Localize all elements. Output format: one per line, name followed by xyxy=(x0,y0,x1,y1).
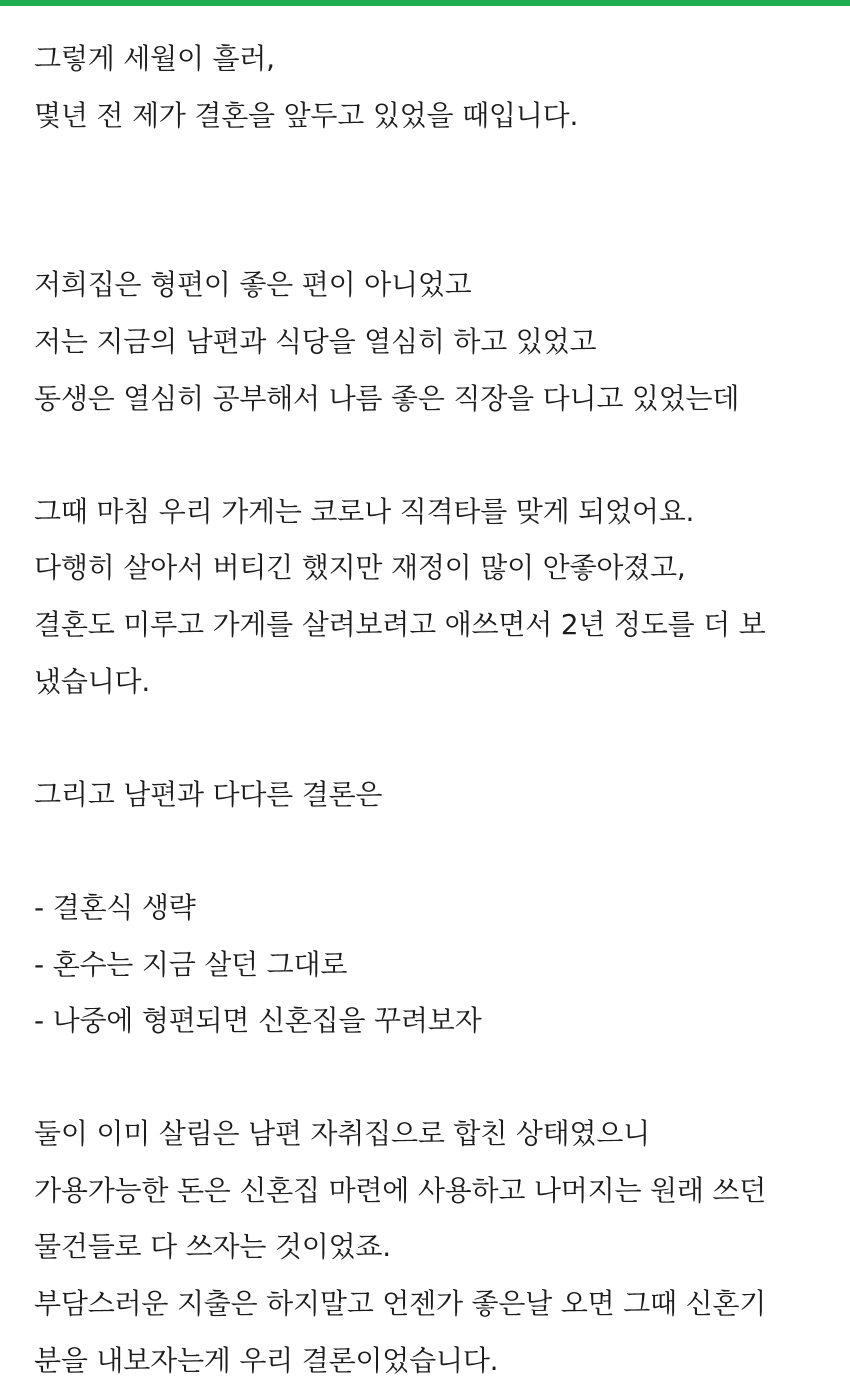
text-line: 부담스러운 지출은 하지말고 언젠가 좋은날 오면 그때 신혼기 xyxy=(34,1287,767,1321)
text-line: 그리고 남편과 다다른 결론은 xyxy=(34,777,383,811)
text-line: 몇년 전 제가 결혼을 앞두고 있었을 때입니다. xyxy=(34,98,579,132)
post-body xyxy=(34,31,834,1389)
text-line: 둘이 이미 살림은 남편 자취집으로 합친 상태였으니 xyxy=(34,1117,651,1151)
blank-line xyxy=(34,427,834,484)
text-line: 가용가능한 돈은 신혼집 마련에 사용하고 나머지는 원래 쓰던 xyxy=(34,1173,767,1207)
text-line: 그때 마침 우리 가게는 코로나 직격타를 맞게 되었어요. xyxy=(34,494,695,528)
text-line: 결혼도 미루고 가게를 살려보려고 애쓰면서 2년 정도를 더 보 xyxy=(34,607,766,641)
blank-line xyxy=(34,823,834,880)
text-line: 그렇게 세월이 흘러, xyxy=(34,42,275,75)
top-accent-bar xyxy=(0,0,850,6)
list-item: - 혼수는 지금 살던 그대로 xyxy=(34,947,348,981)
text-line: 분을 내보자는게 우리 결론이었습니다. xyxy=(34,1343,499,1377)
text-line: 냈습니다. xyxy=(34,664,151,698)
blank-line xyxy=(34,710,834,767)
blank-line xyxy=(34,144,834,201)
text-line: 다행히 살아서 버티긴 했지만 재정이 많이 안좋아졌고, xyxy=(34,551,686,585)
text-line: 동생은 열심히 공부해서 나름 좋은 직장을 다니고 있었는데 xyxy=(34,381,740,415)
blank-line xyxy=(34,201,834,258)
text-line: 저희집은 형편이 좋은 편이 아니었고 xyxy=(34,268,472,302)
blank-line xyxy=(34,1050,834,1107)
list-item: - 나중에 형편되면 신혼집을 꾸려보자 xyxy=(34,1004,482,1038)
list-item: - 결혼식 생략 xyxy=(34,890,196,924)
text-line: 저는 지금의 남편과 식당을 열심히 하고 있었고 xyxy=(34,324,597,358)
text-line: 물건들로 다 쓰자는 것이었죠. xyxy=(34,1230,391,1264)
